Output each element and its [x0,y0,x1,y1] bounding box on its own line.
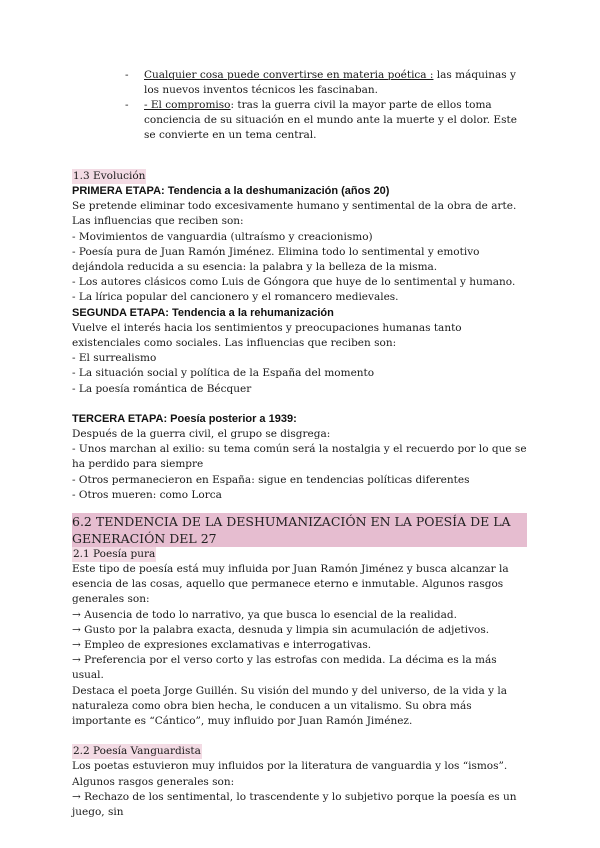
list-item: → Gusto por la palabra exacta, desnuda y limpia sin acumulación de adjetivos. [72,623,490,636]
section-title-deshumanizacion: 6.2 TENDENCIA DE LA DESHUMANIZACIÓN EN LA POESÍA DE LA GENERACIÓN DEL 27 [72,513,527,547]
list-item: - Cualquier cosa puede convertirse en materia poética : las máquinas y los nuevos inventos técnicos les fascinaban. [125,69,516,96]
list-item: - Otros permanecieron en España: sigue en tendencias políticas diferentes [72,473,470,486]
dash-marker: - [125,99,129,111]
spacer [72,729,527,744]
spacer [72,397,527,412]
poesia-pura-closing: Destaca el poeta Jorge Guillén. Su visión del mundo y del universo, de la vida y la naturaleza como obra bien hecha, le conducen a un vitalismo. Su obra más importante es “Cántico”, muy influido por Juan Ramón Jiménez. [72,684,507,728]
etapa-3-intro: Después de la guerra civil, el grupo se disgrega: [72,428,331,441]
underlined-term: Cualquier cosa puede convertirse en materia poética : [144,69,434,81]
bullet-list [125,68,527,143]
list-item: - Poesía pura de Juan Ramón Jiménez. Elimina todo lo sentimental y emotivo dejándola reducida a su esencia: la palabra y la belleza de la misma. [72,245,480,274]
etapa-3-heading: TERCERA ETAPA: Poesía posterior a 1939: [72,412,297,425]
list-item: - Otros mueren: como Lorca [72,488,222,501]
poesia-pura-intro: Este tipo de poesía está muy influida por Juan Ramón Jiménez y busca alcanzar la esencia de las cosas, aquello que permanece eterno e inmutable. Algunos rasgos generales son: [72,563,509,606]
subsection-title-poesia-vanguardista: 2.2 Poesía Vanguardista [73,745,201,758]
poesia-vanguardista-intro: Los poetas estuvieron muy influidos por la literatura de vanguardia y los “ismos”. Algunos rasgos generales son: [72,760,508,788]
document-page [72,68,527,820]
list-item: → Empleo de expresiones exclamativas e interrogativas. [72,639,372,652]
list-item: - - El compromiso: tras la guerra civil la mayor parte de ellos toma conciencia de su situación en el mundo ante la muerte y el dolor. Este se convierte en un tema central. [125,99,517,141]
list-item: → Rechazo de los sentimental, lo trascendente y lo subjetivo porque la poesía es un juego, sin [72,790,517,818]
etapa-1-heading: PRIMERA ETAPA: Tendencia a la deshumanización (años 20) [72,185,390,197]
section-title-evolucion: 1.3 Evolución [73,170,146,182]
etapa-1-intro: Se pretende eliminar todo excesivamente humano y sentimental de la obra de arte. Las influencias que reciben son: [72,200,517,228]
list-item: - Los autores clásicos como Luis de Góngora que huye de lo sentimental y humano. [72,276,516,289]
etapa-2-intro: Vuelve el interés hacia los sentimientos y preocupaciones humanas tanto existenciales como sociales. Las influencias que reciben son: [72,321,462,350]
list-item: - La lírica popular del cancionero y el romancero medievales. [72,291,399,304]
list-item: - La situación social y política de la España del momento [72,367,375,380]
list-item: → Ausencia de todo lo narrativo, ya que busca lo esencial de la realidad. [72,608,457,621]
list-item: - Unos marchan al exilio: su tema común será la nostalgia y el recuerdo por lo que se ha perdido para siempre [72,443,527,471]
dash-marker: - [125,69,129,81]
etapa-2-heading: SEGUNDA ETAPA: Tendencia a la rehumanización [72,306,334,319]
list-item: - El surrealismo [72,352,157,365]
subsection-title-poesia-pura: 2.1 Poesía pura [73,548,156,561]
list-item: → Preferencia por el verso corto y las estrofas con medida. La décima es la más usual. [72,654,497,682]
list-item: - Movimientos de vanguardia (ultraísmo y creacionismo) [72,230,373,243]
list-item: - La poesía romántica de Bécquer [72,382,252,395]
underlined-term: - El compromiso [144,99,231,111]
